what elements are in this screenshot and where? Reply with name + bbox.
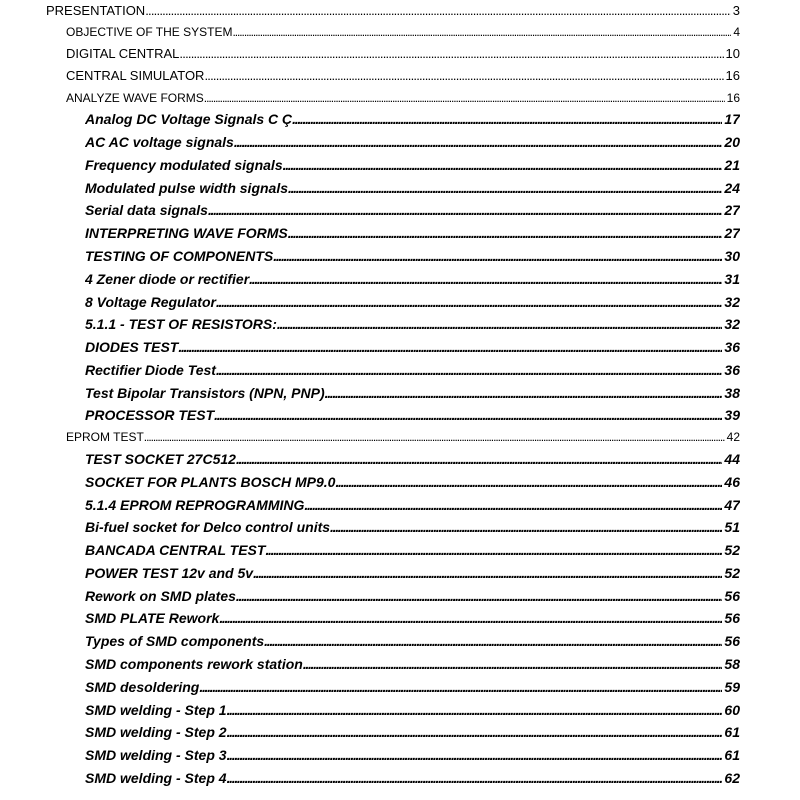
toc-entry-label: OBJECTIVE OF THE SYSTEM <box>66 25 233 39</box>
toc-entry-label: SMD welding - Step 1 <box>85 702 227 718</box>
dot-leader <box>253 565 722 581</box>
toc-entry-label: SMD welding - Step 2 <box>85 724 227 740</box>
dot-leader <box>303 656 723 672</box>
toc-entry-page: 56 <box>724 633 740 649</box>
toc-entry-page: 38 <box>724 385 740 401</box>
toc-entry[interactable] <box>85 542 740 558</box>
toc-entry-label: AC AC voltage signals <box>85 134 234 150</box>
toc-entry[interactable] <box>85 385 740 401</box>
toc-entry[interactable] <box>85 248 740 264</box>
toc-entry-page: 32 <box>724 294 740 310</box>
toc-entry[interactable] <box>85 656 740 672</box>
toc-entry-label: Test Bipolar Transistors (NPN, PNP) <box>85 385 325 401</box>
toc-entry[interactable] <box>85 451 740 467</box>
dot-leader <box>325 385 723 401</box>
toc-entry-label: Frequency modulated signals <box>85 157 283 173</box>
dot-leader <box>204 68 723 83</box>
dot-leader <box>227 702 723 718</box>
toc-entry-label: TEST SOCKET 27C512 <box>85 451 236 467</box>
toc-entry-page: 30 <box>724 248 740 264</box>
dot-leader <box>219 610 722 626</box>
dot-leader <box>273 248 722 264</box>
dot-leader <box>144 430 725 444</box>
toc-entry-label: 5.1.4 EPROM REPROGRAMMING <box>85 497 305 513</box>
dot-leader <box>236 451 722 467</box>
dot-leader <box>227 747 723 763</box>
toc-entry-label: SOCKET FOR PLANTS BOSCH MP9.0 <box>85 474 336 490</box>
toc-entry-page: 24 <box>724 180 740 196</box>
toc-entry-page: 3 <box>732 3 740 18</box>
dot-leader <box>288 180 722 196</box>
toc-entry[interactable] <box>85 770 740 786</box>
toc-entry-page: 10 <box>725 46 740 61</box>
toc-entry[interactable] <box>66 430 740 444</box>
toc-entry-page: 42 <box>726 430 740 444</box>
toc-entry-page: 51 <box>724 519 740 535</box>
toc-entry-label: Analog DC Voltage Signals C Ç <box>85 111 293 127</box>
toc-entry[interactable] <box>85 633 740 649</box>
toc-entry[interactable] <box>85 724 740 740</box>
toc-entry[interactable] <box>85 474 740 490</box>
toc-entry[interactable] <box>46 3 740 18</box>
toc-entry-label: SMD PLATE Rework <box>85 610 220 626</box>
toc-entry[interactable] <box>85 157 740 173</box>
toc-entry-page: 16 <box>725 68 740 83</box>
toc-entry-page: 36 <box>724 339 740 355</box>
toc-entry[interactable] <box>85 362 740 378</box>
toc-entry-label: PROCESSOR TEST <box>85 407 215 423</box>
toc-entry-label: Rectifier Diode Test <box>85 362 216 378</box>
dot-leader <box>304 497 722 513</box>
toc-entry-page: 21 <box>724 157 740 173</box>
dot-leader <box>335 474 722 490</box>
toc-entry[interactable] <box>85 225 740 241</box>
toc-entry-label: Rework on SMD plates <box>85 588 236 604</box>
toc-entry[interactable] <box>85 702 740 718</box>
toc-entry[interactable] <box>85 271 740 287</box>
toc-entry-page: 52 <box>724 542 740 558</box>
toc-entry-page: 46 <box>724 474 740 490</box>
dot-leader <box>249 271 722 287</box>
toc-entry-page: 52 <box>724 565 740 581</box>
dot-leader <box>283 157 723 173</box>
toc-entry-label: Serial data signals <box>85 202 208 218</box>
toc-entry[interactable] <box>85 202 740 218</box>
toc-entry[interactable] <box>85 565 740 581</box>
toc-entry-page: 60 <box>724 702 740 718</box>
toc-entry-page: 56 <box>724 588 740 604</box>
toc-entry-label: Modulated pulse width signals <box>85 180 289 196</box>
toc-entry-page: 61 <box>724 747 740 763</box>
dot-leader <box>236 588 723 604</box>
toc-entry-page: 62 <box>724 770 740 786</box>
toc-entry-label: ANALYZE WAVE FORMS <box>66 91 204 105</box>
dot-leader <box>216 294 722 310</box>
toc-entry[interactable] <box>66 68 740 83</box>
toc-entry-page: 4 <box>733 25 740 39</box>
toc-entry-label: POWER TEST 12v and 5v <box>85 565 254 581</box>
toc-entry[interactable] <box>85 519 740 535</box>
toc-entry-label: DIODES TEST <box>85 339 179 355</box>
toc-entry-page: 27 <box>724 202 740 218</box>
toc-entry-label: PRESENTATION <box>46 3 146 18</box>
toc-entry-page: 58 <box>724 656 740 672</box>
dot-leader <box>330 519 722 535</box>
toc-entry[interactable] <box>85 339 740 355</box>
toc-entry-page: 27 <box>724 225 740 241</box>
dot-leader <box>216 362 722 378</box>
toc-entry-page: 47 <box>724 497 740 513</box>
toc-entry-page: 20 <box>724 134 740 150</box>
toc-entry[interactable] <box>66 46 740 61</box>
dot-leader <box>288 225 723 241</box>
toc-entry-page: 31 <box>724 271 740 287</box>
toc-entry-page: 17 <box>724 111 740 127</box>
toc-entry-page: 56 <box>724 610 740 626</box>
dot-leader <box>214 407 722 423</box>
toc-entry[interactable] <box>85 747 740 763</box>
toc-entry-page: 32 <box>724 316 740 332</box>
toc-entry-label: SMD components rework station <box>85 656 303 672</box>
toc-entry[interactable] <box>85 111 740 127</box>
toc-entry-label: INTERPRETING WAVE FORMS <box>85 225 288 241</box>
dot-leader <box>178 339 722 355</box>
toc-entry[interactable] <box>85 180 740 196</box>
toc-entry[interactable] <box>85 294 740 310</box>
dot-leader <box>208 202 722 218</box>
toc-entry[interactable] <box>85 497 740 513</box>
toc-entry-label: DIGITAL CENTRAL <box>66 46 180 61</box>
toc-entry-label: 4 Zener diode or rectifier <box>85 271 250 287</box>
toc-entry-page: 16 <box>726 91 740 105</box>
toc-entry[interactable] <box>66 91 740 105</box>
toc-entry-label: BANCADA CENTRAL TEST <box>85 542 266 558</box>
toc-entry-page: 61 <box>724 724 740 740</box>
dot-leader <box>265 542 722 558</box>
toc-entry-label: Bi-fuel socket for Delco control units <box>85 519 331 535</box>
toc-entry-page: 59 <box>724 679 740 695</box>
toc-entry-label: SMD desoldering <box>85 679 200 695</box>
toc-entry-label: 5.1.1 - TEST OF RESISTORS: <box>85 316 277 332</box>
toc-entry-page: 36 <box>724 362 740 378</box>
dot-leader <box>277 316 723 332</box>
dot-leader <box>292 111 722 127</box>
dot-leader <box>227 724 723 740</box>
toc-entry[interactable] <box>85 588 740 604</box>
toc-entry[interactable] <box>85 134 740 150</box>
dot-leader <box>145 3 731 18</box>
dot-leader <box>204 91 725 105</box>
toc-entry[interactable] <box>85 679 740 695</box>
toc-entry-page: 39 <box>724 407 740 423</box>
toc-entry-label: Types of SMD components <box>85 633 265 649</box>
toc-entry-label: EPROM TEST <box>66 430 144 444</box>
toc-entry-page: 44 <box>724 451 740 467</box>
toc-entry[interactable] <box>85 316 740 332</box>
toc-entry-label: TESTING OF COMPONENTS <box>85 248 274 264</box>
toc-entry-label: SMD welding - Step 4 <box>85 770 227 786</box>
toc-entry-label: 8 Voltage Regulator <box>85 294 216 310</box>
dot-leader <box>232 25 731 39</box>
dot-leader <box>199 679 722 695</box>
toc-entry-label: SMD welding - Step 3 <box>85 747 227 763</box>
dot-leader <box>234 134 723 150</box>
dot-leader <box>227 770 723 786</box>
toc-entry[interactable] <box>85 610 740 626</box>
dot-leader <box>179 46 723 61</box>
toc-entry[interactable] <box>66 25 740 39</box>
dot-leader <box>264 633 722 649</box>
toc-entry[interactable] <box>85 407 740 423</box>
toc-entry-label: CENTRAL SIMULATOR <box>66 68 205 83</box>
